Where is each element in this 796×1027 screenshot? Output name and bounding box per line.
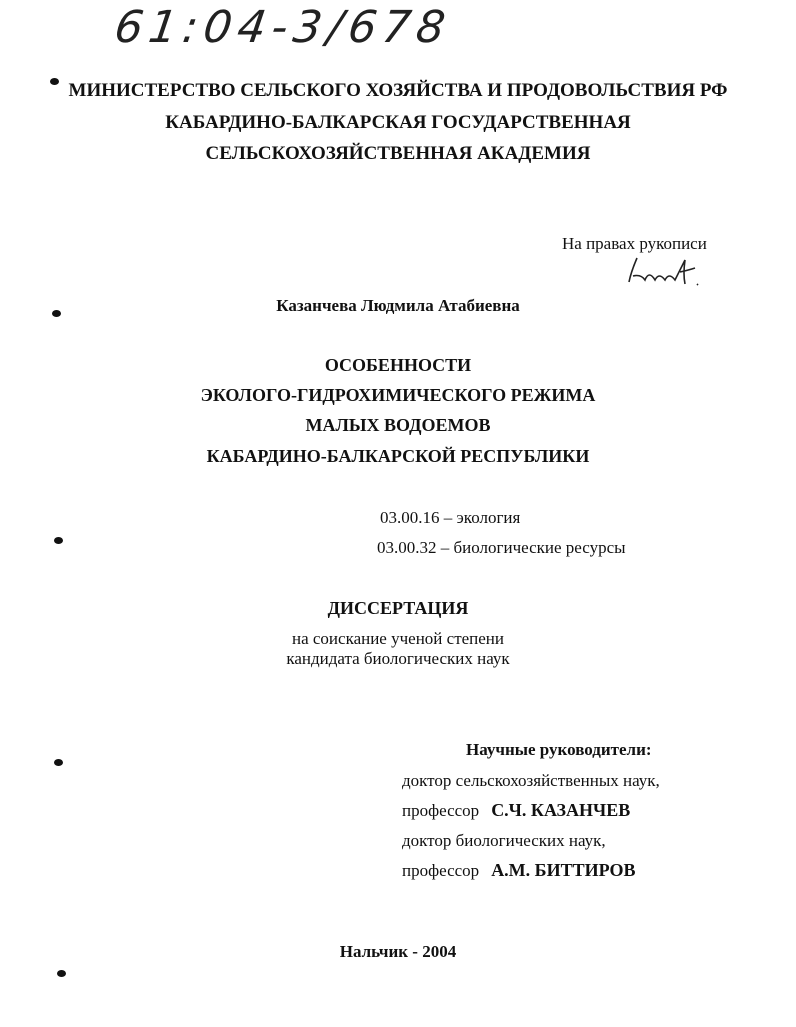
binding-hole-mark [54, 759, 63, 766]
degree-sought-line1: на соискание ученой степени [291, 629, 505, 648]
supervisor2-name: А.М. БИТТИРОВ [491, 860, 636, 880]
title-line-3: МАЛЫХ ВОДОЕМОВ [305, 415, 491, 435]
academy-heading-line2: СЕЛЬСКОХОЗЯЙСТВЕННАЯ АКАДЕМИЯ [205, 143, 591, 164]
academy-heading-line1: КАБАРДИНО-БАЛКАРСКАЯ ГОСУДАРСТВЕННАЯ [165, 112, 631, 133]
binding-hole-mark [57, 970, 66, 977]
supervisor1-degree: доктор сельскохозяйственных наук, [402, 771, 660, 790]
specialty-bioresources: 03.00.32 – биологические ресурсы [377, 538, 626, 557]
title-line-1: ОСОБЕННОСТИ [324, 355, 472, 375]
supervisor2-degree: доктор биологических наук, [402, 831, 606, 850]
manuscript-rights-note: На правах рукописи [562, 234, 707, 253]
author-signature [625, 250, 720, 290]
dissertation-heading: ДИССЕРТАЦИЯ [327, 598, 469, 618]
handwritten-catalog-number: 61:04-3/678 [111, 2, 455, 53]
city-year: Нальчик - 2004 [339, 942, 457, 961]
supervisor1-name: С.Ч. КАЗАНЧЕВ [491, 800, 631, 820]
title-line-2: ЭКОЛОГО-ГИДРОХИМИЧЕСКОГО РЕЖИМА [200, 385, 596, 405]
supervisor1-title: профессор [402, 801, 480, 820]
ministry-heading: МИНИСТЕРСТВО СЕЛЬСКОГО ХОЗЯЙСТВА И ПРОДОВОЛЬСТВИЯ РФ [68, 80, 728, 101]
author-name: Казанчева Людмила Атабиевна [276, 296, 520, 315]
supervisor2-row [402, 860, 636, 881]
binding-hole-mark [54, 537, 63, 544]
binding-hole-mark [52, 310, 61, 317]
title-line-4: КАБАРДИНО-БАЛКАРСКОЙ РЕСПУБЛИКИ [206, 446, 590, 466]
degree-sought-line2: кандидата биологических наук [286, 649, 510, 668]
binding-hole-mark [50, 78, 59, 85]
specialty-ecology: 03.00.16 – экология [380, 508, 521, 527]
supervisor1-row [402, 800, 630, 821]
supervisors-heading: Научные руководители: [466, 740, 652, 759]
supervisor2-title: профессор [402, 861, 480, 880]
